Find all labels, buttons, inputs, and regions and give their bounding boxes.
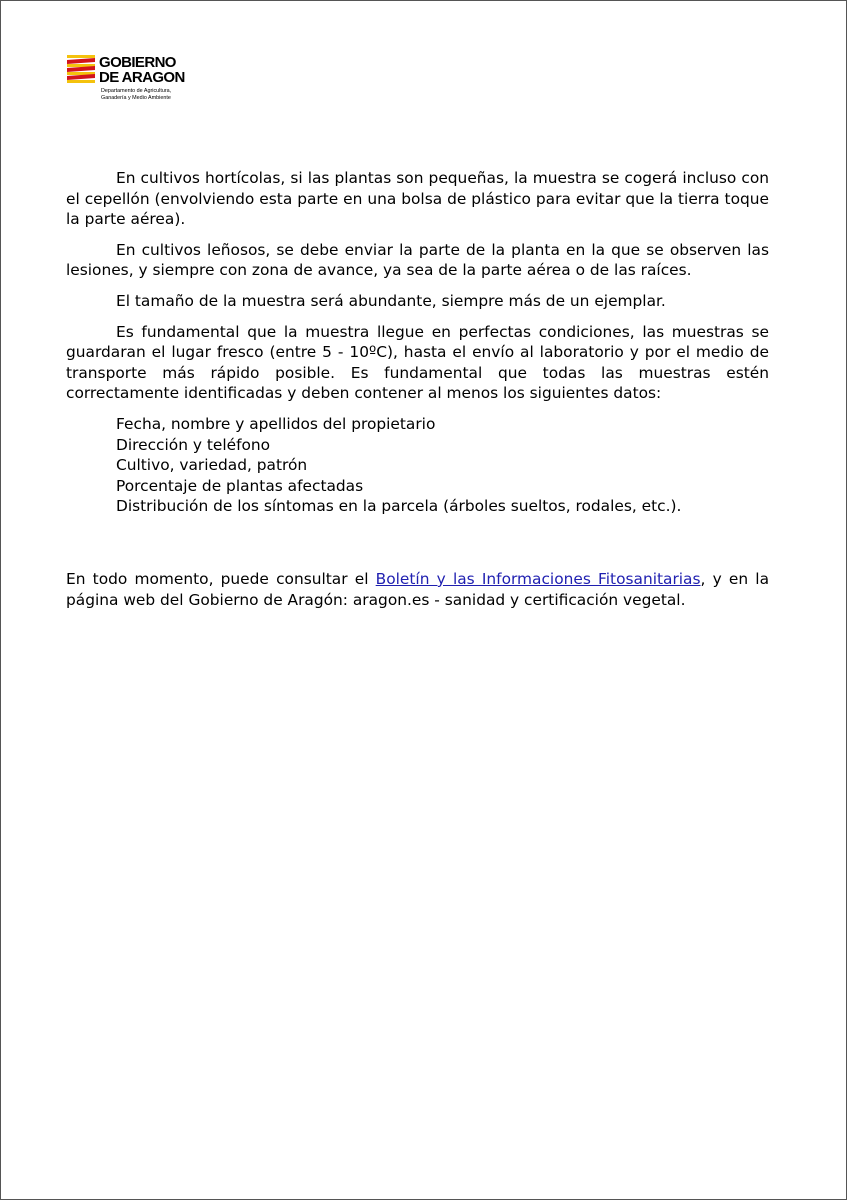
logo-title-line-2: DE ARAGON: [99, 69, 185, 86]
list-item: Cultivo, variedad, patrón: [116, 456, 308, 475]
final-text-before: En todo momento, puede consultar el: [66, 570, 376, 588]
list-item: Porcentaje de plantas afectadas: [116, 476, 364, 495]
paragraph-sample-size: El tamaño de la muestra será abundante, siempre más de un ejemplar.: [116, 291, 666, 310]
logo-title-line-1: GOBIERNO: [99, 54, 176, 71]
list-item: Fecha, nombre y apellidos del propietario: [116, 414, 436, 433]
boletin-fitosanitario-link[interactable]: Boletín y las Informaciones Fitosanitarias: [375, 570, 701, 588]
final-text-after: , y en la página web del Gobierno de Aragón: aragon.es - sanidad y certificación vegetal.: [66, 570, 770, 609]
paragraph-horticultural: En cultivos hortícolas, si las plantas son pequeñas, la muestra se cogerá incluso con el cepellón (envolviendo esta parte en una bolsa de plástico para evitar que la tierra toque la parte aérea).: [66, 169, 769, 229]
paragraph-woody-crops: En cultivos leñosos, se debe enviar la parte de la planta en la que se observen las lesiones, y siempre con zona de avance, ya sea de la parte aérea o de las raíces.: [66, 240, 769, 280]
paragraph-sample-conditions: Es fundamental que la muestra llegue en perfectas condiciones, las muestras se guardaran el lugar fresco (entre 5 - 10ºC), hasta el envío al laboratorio y por el medio de transporte más rápido posible. Es fundamental que todas las muestras estén correctamente identificadas y deben contener al menos los siguientes datos:: [66, 322, 769, 403]
logo-title: [99, 55, 185, 85]
document-body: [66, 168, 769, 517]
logo-subtitle-line-1: Departamento de Agricultura,: [101, 88, 172, 94]
final-paragraph: [66, 569, 769, 610]
logo-subtitle: [101, 88, 171, 102]
required-data-list: [116, 414, 769, 517]
list-item: Dirección y teléfono: [116, 435, 271, 454]
aragon-flag-icon: [67, 55, 95, 85]
gobierno-de-aragon-logo: [67, 53, 207, 107]
logo-subtitle-line-2: Ganadería y Medio Ambiente: [101, 95, 171, 101]
list-item: Distribución de los síntomas en la parcela (árboles sueltos, rodales, etc.).: [116, 497, 682, 516]
